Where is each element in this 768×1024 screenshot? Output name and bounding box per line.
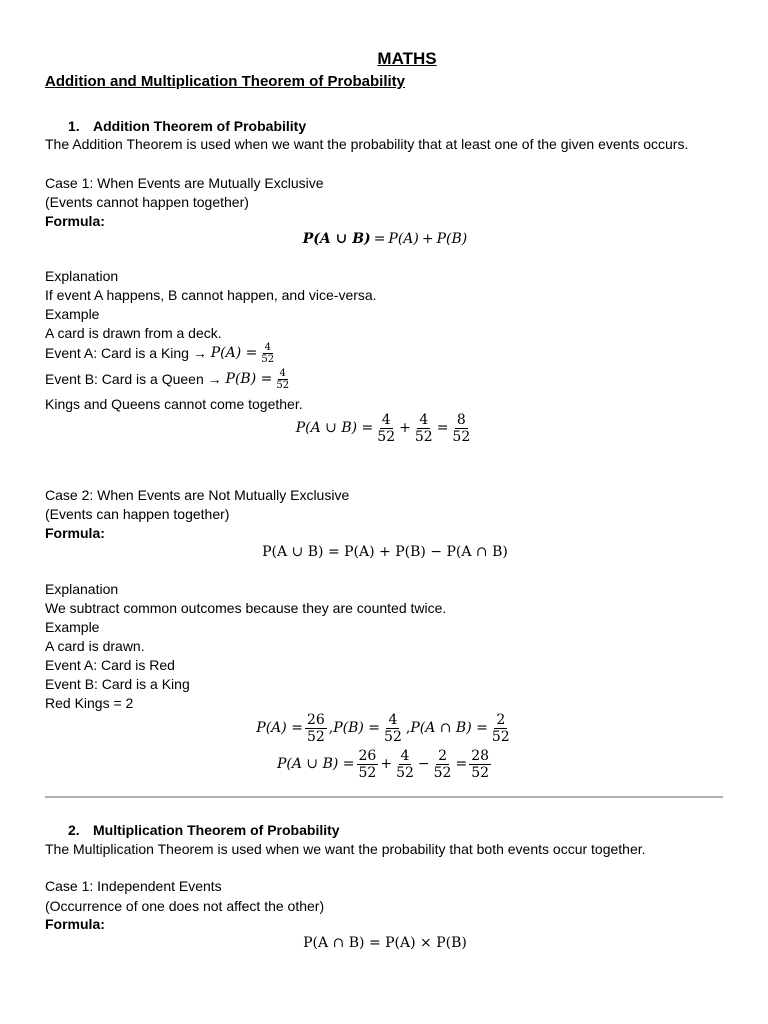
mult-case-1-formula-text: P(A ∩ B) = P(A) × P(B): [303, 935, 467, 951]
section-1-title: Addition Theorem of Probability: [93, 118, 307, 134]
calc1-pa-num: 26: [306, 712, 325, 728]
event-a-num: 4: [264, 342, 271, 353]
event-b-text: Event B: Card is a Queen →: [45, 371, 226, 387]
calc2-f3-den: 52: [433, 765, 452, 781]
case-2-formula-text: P(A ∪ B) = P(A) + P(B) − P(A ∩ B): [262, 544, 508, 560]
calc2-minus: −: [417, 756, 430, 772]
case-2-note: (Events can happen together): [45, 506, 230, 522]
calc-f3-den: 52: [452, 429, 471, 445]
calc-equals: =: [436, 420, 449, 436]
case-2-explanation-label: Explanation: [45, 581, 119, 597]
section-1-intro: The Addition Theorem is used when we want the probability that at least one of the given events occurs.: [45, 136, 689, 152]
calc2-f1-num: 26: [358, 748, 377, 764]
formula-term-1: P(A): [388, 231, 419, 247]
calc1-pb-den: 52: [384, 729, 402, 745]
calc1-comma-2: ,: [405, 720, 411, 736]
case-2-calculation-2: [45, 748, 725, 781]
case-2-event-b: Event B: Card is a King: [45, 676, 190, 692]
case-2-formula: [45, 543, 725, 562]
case-1-explanation: If event A happens, B cannot happen, and vice-versa.: [45, 287, 377, 303]
event-a-den: 52: [261, 354, 275, 365]
calc1-comma-1: ,: [328, 720, 334, 736]
case-2-example-setup: A card is drawn.: [45, 638, 145, 654]
case-1-explanation-label: Explanation: [45, 268, 119, 284]
event-a-prob: P(A) =: [210, 345, 258, 361]
section-1-heading: [68, 117, 306, 136]
section-1-number: 1.: [68, 118, 80, 134]
section-2-title: Multiplication Theorem of Probability: [93, 822, 340, 838]
calc2-f3-num: 2: [438, 748, 448, 764]
case-2-title: Case 2: When Events are Not Mutually Exclusive: [45, 487, 350, 503]
event-b-prob: P(B) =: [225, 371, 273, 387]
calc-plus: +: [399, 420, 411, 436]
mult-case-1-formula-label: Formula:: [45, 916, 105, 932]
calc1-pa-den: 52: [306, 729, 325, 745]
calc-f2-den: 52: [414, 429, 433, 445]
event-b-num: 4: [279, 368, 286, 379]
calc1-pb: P(B) =: [333, 720, 381, 736]
mult-case-1-title: Case 1: Independent Events: [45, 878, 222, 894]
calc-f1-den: 52: [377, 429, 396, 445]
case-2-explanation: We subtract common outcomes because they are counted twice.: [45, 600, 447, 616]
calc2-equals: =: [455, 756, 468, 772]
calc2-f1-den: 52: [358, 765, 377, 781]
event-b-den: 52: [276, 380, 290, 391]
case-1-example-setup: A card is drawn from a deck.: [45, 325, 222, 341]
section-2-heading: [68, 821, 340, 840]
section-2-number: 2.: [68, 822, 80, 838]
case-1-formula-label: Formula:: [45, 213, 105, 229]
formula-equals: =: [373, 231, 386, 247]
case-2-formula-label: Formula:: [45, 525, 105, 541]
case-1-example-label: Example: [45, 306, 100, 322]
event-a-text: Event A: Card is a King →: [45, 345, 211, 361]
document-subtitle: Addition and Multiplication Theorem of Probability: [45, 73, 405, 90]
calc1-pab-num: 2: [496, 712, 506, 728]
formula-term-2: P(B): [436, 231, 468, 247]
calc2-f4-den: 52: [471, 765, 490, 781]
calc1-pab-den: 52: [491, 729, 510, 745]
case-2-calculation-1: [45, 712, 725, 745]
calc1-pb-num: 4: [388, 712, 398, 728]
calc-lhs: P(A ∪ B) =: [295, 420, 374, 436]
case-2-event-a: Event A: Card is Red: [45, 657, 175, 673]
case-1-calculation: [45, 412, 725, 445]
case-1-formula: [45, 230, 725, 249]
calc1-pab: P(A ∩ B) =: [410, 720, 488, 736]
mult-case-1-note: (Occurrence of one does not affect the other): [45, 898, 325, 914]
case-1-note: (Events cannot happen together): [45, 194, 249, 210]
case-1-conclusion: Kings and Queens cannot come together.: [45, 396, 303, 412]
calc2-f2-den: 52: [396, 765, 414, 781]
calc1-pa: P(A) =: [256, 720, 303, 736]
calc-f2-num: 4: [419, 412, 429, 428]
case-2-red-kings: Red Kings = 2: [45, 695, 134, 711]
case-1-title: Case 1: When Events are Mutually Exclusive: [45, 175, 324, 191]
case-1-event-b: [45, 368, 293, 391]
section-2-intro: The Multiplication Theorem is used when we want the probability that both events occur together.: [45, 841, 646, 857]
calc2-lhs: P(A ∪ B) =: [276, 756, 355, 772]
page-title: MATHS: [377, 49, 437, 68]
calc2-f2-num: 4: [400, 748, 410, 764]
case-2-example-label: Example: [45, 619, 100, 635]
section-divider: [45, 796, 723, 798]
calc2-plus: +: [380, 756, 393, 772]
calc-f1-num: 4: [381, 412, 391, 428]
case-1-event-a: [45, 342, 278, 365]
formula-lhs: P(A ∪ B): [302, 231, 371, 247]
formula-plus: +: [421, 231, 434, 247]
mult-case-1-formula: [45, 934, 725, 953]
calc-f3-num: 8: [456, 412, 466, 428]
calc2-f4-num: 28: [471, 748, 490, 764]
